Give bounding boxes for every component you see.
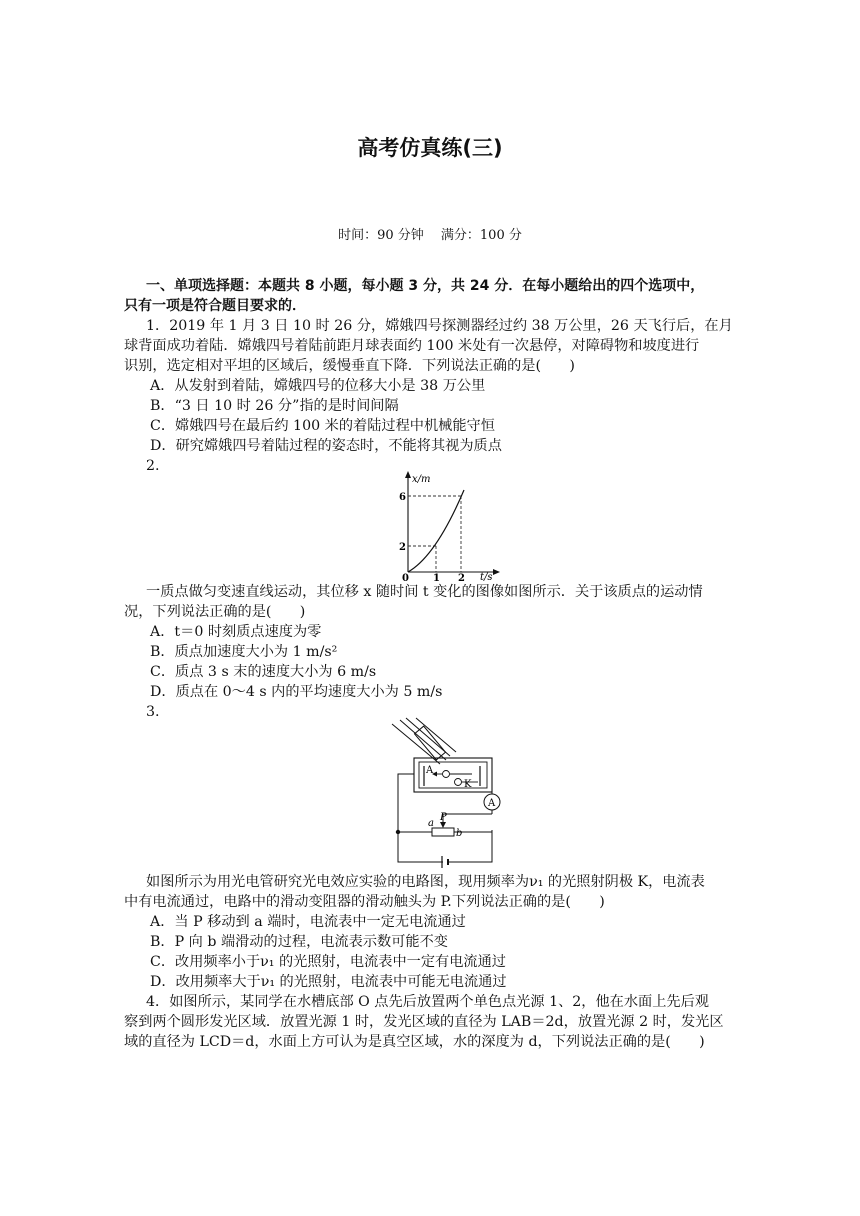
page-title: 高考仿真练(三) [357, 136, 503, 160]
q2-y-axis-label: x/m [412, 474, 431, 485]
q2-option-c: C．质点 3 s 末的速度大小为 6 m/s [150, 664, 377, 680]
q4-stem-line-1: 4．如图所示，某同学在水槽底部 O 点先后放置两个单色点光源 1、2，他在水面上先后观 [146, 994, 709, 1010]
q3-stem-line-2: 中有电流通过，电路中的滑动变阻器的滑动触头为 P.下列说法正确的是( ) [124, 894, 605, 910]
q3-cathode-label: K [464, 779, 472, 790]
q1-stem-line-1: 1．2019 年 1 月 3 日 10 时 26 分，嫦娥四号探测器经过约 38 万公里，26 天飞行后，在月 [146, 318, 733, 334]
q1-option-d: D．研究嫦娥四号着陆过程的姿态时，不能将其视为质点 [150, 438, 502, 454]
q2-origin-label: 0 [402, 573, 409, 582]
q1-stem-line-2: 球背面成功着陆．嫦娥四号着陆前距月球表面约 100 米处有一次悬停，对障碍物和坡度进行 [124, 338, 700, 354]
q3-light-beam [392, 718, 456, 764]
q3-option-b: B．P 向 b 端滑动的过程，电流表示数可能不变 [150, 934, 448, 950]
q2-option-a: A．t＝0 时刻质点速度为零 [150, 624, 322, 640]
exam-meta: 时间：90 分钟 满分：100 分 [338, 228, 522, 243]
q1-option-b: B．“3 日 10 时 26 分”指的是时间间隔 [150, 398, 399, 414]
q4-stem-line-2: 察到两个圆形发光区域．放置光源 1 时，发光区域的直径为 LAB＝2d，放置光源 2 时，发光区 [124, 1014, 724, 1030]
q3-slider-label: P [440, 812, 447, 823]
q2-x-tick-2: 2 [458, 573, 465, 582]
q3-option-c: C．改用频率小于ν₁ 的光照射，电流表中一定有电流通过 [150, 954, 506, 970]
q3-electron-2 [455, 779, 462, 786]
q2-y-tick-2: 2 [399, 542, 406, 553]
q2-y-axis-arrow [405, 471, 411, 478]
q3-option-a: A．当 P 移动到 a 端时，电流表中一定无电流通过 [150, 914, 466, 930]
q3-ammeter-label: A [488, 798, 496, 809]
q3-option-d: D．改用频率大于ν₁ 的光照射，电流表中可能无电流通过 [150, 974, 507, 990]
q2-y-tick-6: 6 [399, 492, 406, 503]
q3-photoelectric-circuit [388, 716, 512, 868]
q3-number: 3. [146, 704, 160, 720]
q4-stem-line-3: 域的直径为 LCD＝d，水面上方可认为是真空区域，水的深度为 d，下列说法正确的是( ) [124, 1034, 705, 1050]
q2-x-axis-label: t/s [480, 572, 493, 582]
q1-option-c: C．嫦娥四号在最后约 100 米的着陆过程中机械能守恒 [150, 418, 495, 434]
q3-electron-1 [443, 771, 450, 778]
q2-stem-line-1: 一质点做匀变速直线运动，其位移 x 随时间 t 变化的图像如图所示．关于该质点的运动情 [146, 584, 703, 600]
q1-option-a: A．从发射到着陆，嫦娥四号的位移大小是 38 万公里 [150, 378, 486, 394]
section-heading-line-2: 只有一项是符合题目要求的． [124, 298, 306, 314]
q3-anode-label: A [426, 765, 434, 776]
q3-rheostat [432, 828, 454, 836]
q3-stem-line-1: 如图所示为用光电管研究光电效应实验的电路图，现用频率为ν₁ 的光照射阴极 K，电流表 [146, 874, 705, 890]
q2-x-tick-1: 1 [433, 573, 440, 582]
q2-number: 2. [146, 458, 160, 474]
section-heading-line-1: 一、单项选择题：本题共 8 小题，每小题 3 分，共 24 分．在每小题给出的四个选项中， [146, 278, 705, 294]
q1-stem-line-3: 识别，选定相对平坦的区域后，缓慢垂直下降．下列说法正确的是( ) [124, 358, 575, 374]
q3-end-b-label: b [456, 828, 463, 839]
q2-option-b: B．质点加速度大小为 1 m/s² [150, 644, 338, 660]
q2-position-time-graph [392, 470, 502, 582]
q2-x-t-curve [408, 490, 464, 572]
q3-end-a-label: a [428, 818, 434, 829]
q2-x-axis-arrow [493, 569, 500, 575]
q2-stem-line-2: 况，下列说法正确的是( ) [124, 604, 306, 620]
q2-option-d: D．质点在 0～4 s 内的平均速度大小为 5 m/s [150, 684, 443, 700]
